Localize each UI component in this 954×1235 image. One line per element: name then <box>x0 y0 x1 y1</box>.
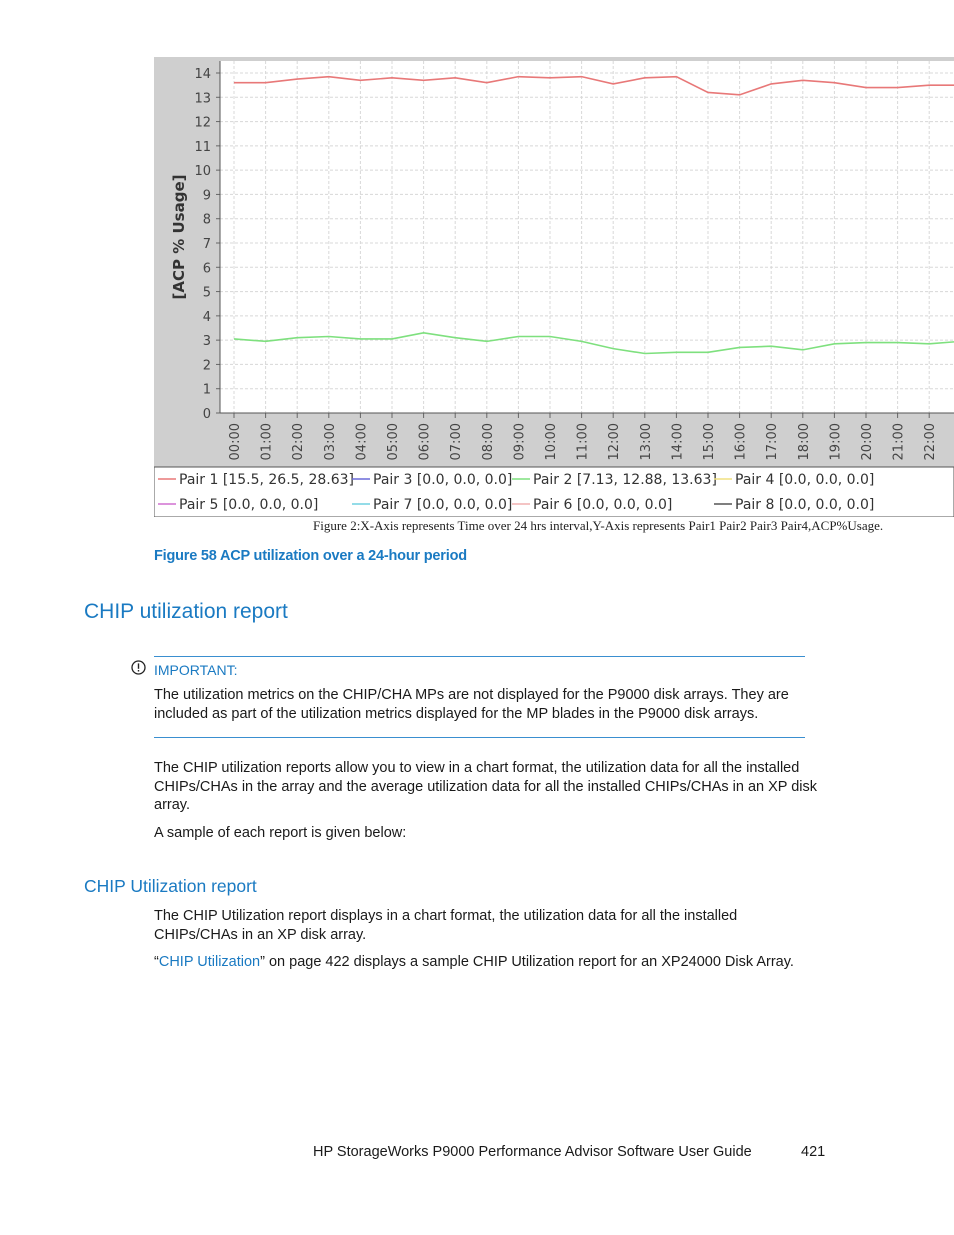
x-tick-label: 04:00 <box>354 423 370 461</box>
important-text: The utilization metrics on the CHIP/CHA MPs are not displayed for the P9000 disk arrays. They are included as part of the utilization metrics displayed for the MP blades in the P9000 disk arrays. <box>154 687 789 722</box>
reference-paragraph <box>154 953 854 972</box>
x-tick-label: 00:00 <box>228 423 243 461</box>
y-tick-label: 7 <box>202 237 211 252</box>
x-tick-label: 02:00 <box>291 423 307 461</box>
x-tick-label: 05:00 <box>386 423 401 461</box>
x-tick-label: 18:00 <box>796 423 812 461</box>
note-top-rule <box>154 656 805 657</box>
exclamation-circle-icon <box>131 660 146 675</box>
y-tick-label: 1 <box>202 382 211 398</box>
y-tick-label: 14 <box>194 67 211 82</box>
y-tick-label: 0 <box>202 407 211 422</box>
y-tick-label: 5 <box>202 285 211 301</box>
y-tick-label: 13 <box>194 91 211 107</box>
legend-entry: Pair 4 [0.0, 0.0, 0.0] <box>735 472 875 488</box>
y-tick-label: 6 <box>202 261 211 277</box>
x-tick-label: 13:00 <box>638 423 654 461</box>
x-tick-label: 20:00 <box>860 423 875 461</box>
x-tick-label: 01:00 <box>259 423 275 461</box>
y-axis-label: [ACP % Usage] <box>170 174 188 300</box>
note-bottom-rule <box>154 737 805 738</box>
x-tick-label: 08:00 <box>480 423 496 461</box>
y-tick-label: 9 <box>202 188 211 204</box>
footer-title: HP StorageWorks P9000 Performance Advisor Software User Guide <box>313 1144 752 1160</box>
y-tick-label: 8 <box>202 212 211 228</box>
y-tick-label: 2 <box>202 358 211 374</box>
x-tick-label: 21:00 <box>891 423 907 461</box>
intro-paragraph: The CHIP utilization reports allow you to view in a chart format, the utilization data for all the installed CHIPs/CHAs in the array and the average utilization data for all the installed CHIPs/CHAs in an XP disk array. <box>154 760 818 813</box>
x-tick-label: 16:00 <box>733 423 749 461</box>
y-tick-label: 10 <box>194 164 211 180</box>
legend-entry: Pair 2 [7.13, 12.88, 13.63] <box>533 472 717 488</box>
page-number: 421 <box>801 1144 826 1160</box>
x-tick-label: 10:00 <box>544 423 559 461</box>
x-tick-label: 03:00 <box>322 423 338 461</box>
important-label: IMPORTANT: <box>154 662 238 678</box>
chip-report-paragraph: The CHIP Utilization report displays in a chart format, the utilization data for all the installed CHIPs/CHAs in an XP disk array. <box>154 908 738 943</box>
legend-entry: Pair 6 [0.0, 0.0, 0.0] <box>533 497 673 513</box>
x-tick-label: 15:00 <box>702 423 717 461</box>
y-tick-label: 11 <box>194 139 211 155</box>
acp-utilization-chart <box>154 57 954 517</box>
x-tick-label: 22:00 <box>923 423 939 461</box>
y-tick-label: 3 <box>202 334 211 350</box>
x-tick-label: 17:00 <box>765 423 781 461</box>
legend-entry: Pair 8 [0.0, 0.0, 0.0] <box>735 497 875 513</box>
x-tick-label: 19:00 <box>828 423 844 461</box>
quote-open: “ <box>154 954 159 970</box>
chart-inner-caption: Figure 2:X-Axis represents Time over 24 hrs interval,Y-Axis represents Pair1 Pair2 Pair3 Pair4,ACP%Usage. <box>313 518 884 533</box>
figure-caption: Figure 58 ACP utilization over a 24-hour period <box>154 548 467 564</box>
chip-utilization-link[interactable]: CHIP Utilization <box>158 954 261 970</box>
sample-paragraph: A sample of each report is given below: <box>154 825 407 841</box>
x-tick-label: 11:00 <box>575 423 591 461</box>
x-tick-label: 12:00 <box>607 423 623 461</box>
legend-entry: Pair 5 [0.0, 0.0, 0.0] <box>179 497 319 513</box>
x-tick-label: 09:00 <box>512 423 528 461</box>
y-tick-label: 4 <box>202 309 211 325</box>
x-tick-label: 06:00 <box>417 423 433 461</box>
x-tick-label: 07:00 <box>449 423 465 461</box>
reference-rest: ” on page 422 displays a sample CHIP Utilization report for an XP24000 Disk Array. <box>260 954 794 970</box>
acp-chart-svg <box>154 57 954 517</box>
subheading: CHIP Utilization report <box>84 876 257 896</box>
legend-entry: Pair 7 [0.0, 0.0, 0.0] <box>373 497 513 513</box>
y-tick-label: 12 <box>194 115 211 131</box>
legend-entry: Pair 3 [0.0, 0.0, 0.0] <box>373 472 513 488</box>
plot-area <box>220 61 954 413</box>
legend-entry: Pair 1 [15.5, 26.5, 28.63] <box>179 472 354 488</box>
section-heading: CHIP utilization report <box>84 600 288 623</box>
x-tick-label: 14:00 <box>670 423 686 461</box>
